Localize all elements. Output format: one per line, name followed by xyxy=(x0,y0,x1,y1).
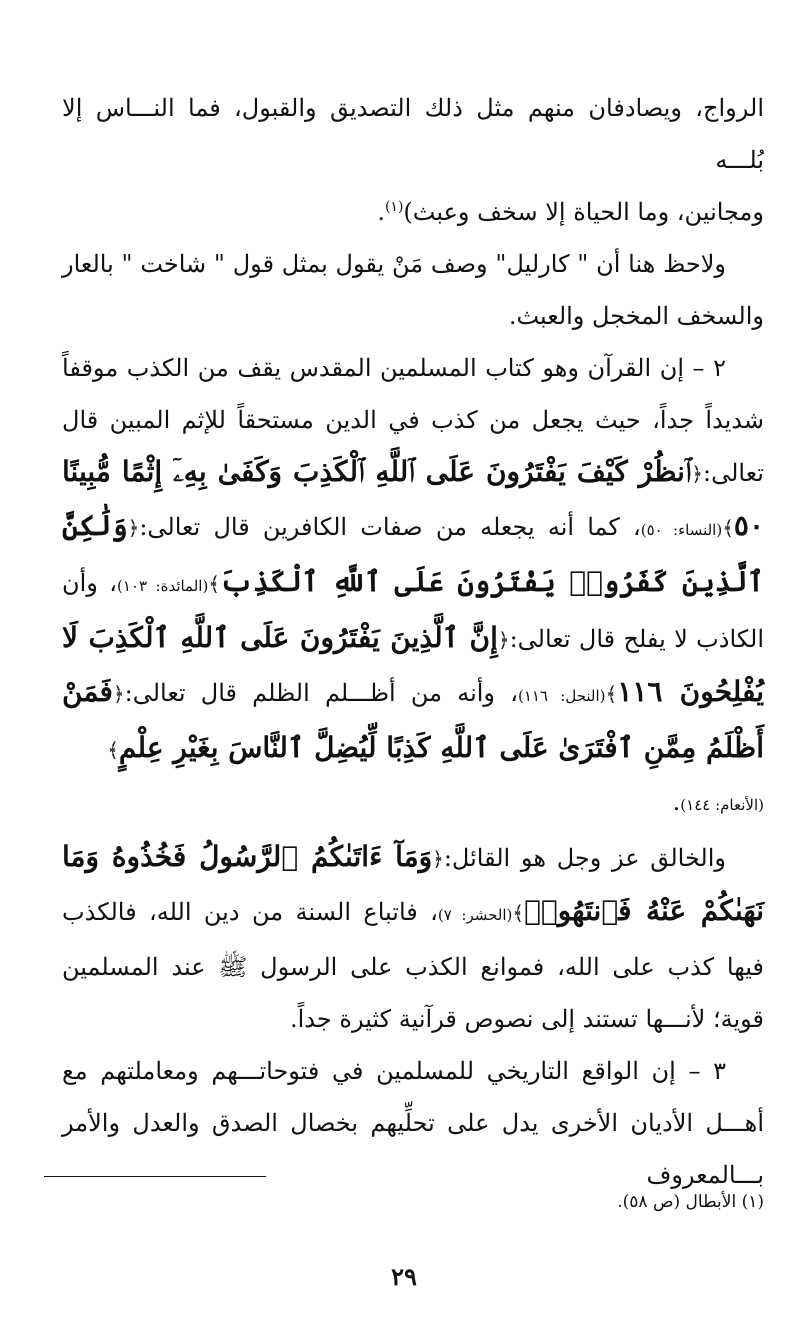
paragraph-continuation xyxy=(62,82,764,238)
quran-verse: فَمَنْ أَظْلَمُ مِمَّنِ ٱفْتَرَىٰ عَلَى ٱللَّهِ كَذِبًا لِّيُضِلَّ ٱلنَّاسَ بِغَيْرِ عِلْمٍ xyxy=(62,675,764,764)
verse-reference: (النحل: ١١٦) xyxy=(517,687,606,705)
paragraph-sunnah xyxy=(62,831,764,1045)
text-fragment: ٢ – إن القرآن وهو كتاب المسلمين المقدس يقف من الكذب موقفاً شديداً جداً، حيث يجعل من كذب في الدين مستحقاً للإثم المبين قال تعالى: xyxy=(62,354,764,487)
paragraph-carlyle-note: ولاحظ هنا أن " كارليل" وصف مَنْ يقول بمثل قول " شاخت " بالعار والسخف المخجل والعبث. xyxy=(62,250,764,330)
paragraph-quran-lying xyxy=(62,342,764,831)
text-fragment: ، وأن الكاذب لا يفلح قال تعالى: xyxy=(62,569,764,653)
ornate-open-bracket: ﴿ xyxy=(497,628,510,652)
text-line: ومجانين، وما الحياة إلا سخف وعبث) xyxy=(403,198,764,226)
page-number: ٢٩ xyxy=(391,1262,417,1291)
quran-verse: إِنَّ ٱلَّذِينَ يَفْتَرُونَ عَلَى ٱللَّهِ ٱلْكَذِبَ لَا يُفْلِحُونَ ١١٦ xyxy=(62,621,765,708)
body-text xyxy=(62,82,764,1201)
ornate-close-bracket: ﴾ xyxy=(512,901,525,925)
text-fragment: ، وأنه من أظـــلم الظلم قال تعالى: xyxy=(124,679,518,707)
footnote: (١) الأبطال (ص ٥٨). xyxy=(617,1192,764,1212)
text-fragment: ، كما أنه يجعله من صفات الكافرين قال تعالى: xyxy=(139,513,641,541)
text-fragment: . xyxy=(672,788,681,816)
text-fragment: والخالق عز وجل هو القائل: xyxy=(443,844,726,872)
quran-verse: وَلَٰكِنَّ ٱلَّذِينَ كَفَرُوا۟ يَفْتَرُونَ عَلَى ٱللَّهِ ٱلْكَذِبَ xyxy=(62,509,764,598)
ornate-open-bracket: ﴿ xyxy=(112,682,125,706)
ornate-close-bracket: ﴾ xyxy=(208,572,221,596)
footnote-divider xyxy=(44,1176,266,1177)
quran-verse: وَمَآ ءَاتَىٰكُمُ ٱلرَّسُولُ فَخُذُوهُ وَمَا نَهَىٰكُمْ عَنْهُ فَٱنتَهُوا۟ xyxy=(62,840,764,927)
quran-verse: ٱنظُرْ كَيْفَ يَفْتَرُونَ عَلَى ٱللَّهِ ٱلْكَذِبَ وَكَفَىٰ بِهِۦٓ إِثْمًا مُّبِينًا ٥٠ xyxy=(62,455,764,542)
ornate-open-bracket: ﴿ xyxy=(432,847,444,871)
text-fragment: ، فاتباع السنة من دين الله، فالكذب فيها كذب على الله، فموانع الكذب على الرسول ﷺ عند المسلمين قوية؛ لأنـــها تستند إلى نصوص قرآنية كثيرة جداً. xyxy=(62,898,764,1033)
verse-reference: (المائدة: ١٠٣) xyxy=(117,577,209,595)
verse-reference: (الأنعام: ١٤٤) xyxy=(680,796,764,814)
text-fragment: . xyxy=(377,198,385,226)
verse-reference: (الحشر: ٧) xyxy=(437,906,513,924)
ornate-close-bracket: ﴾ xyxy=(605,682,618,706)
ornate-open-bracket: ﴿ xyxy=(127,516,140,540)
text-line: الرواج، ويصادفان منهم مثل ذلك التصديق والقبول، فما النـــاس إلا بُلـــه xyxy=(62,94,764,174)
footnote-marker: (١) xyxy=(384,199,404,215)
verse-reference: (النساء: ٥٠) xyxy=(640,521,723,539)
ornate-open-bracket: ﴿ xyxy=(691,462,704,486)
ornate-close-bracket: ﴾ xyxy=(107,738,119,762)
ornate-close-bracket: ﴾ xyxy=(722,516,734,540)
paragraph-history: ٣ – إن الواقع التاريخي للمسلمين في فتوحاتـــهم ومعاملتهم مع أهـــل الأديان الأخرى يدل على تحلِّيهم بخصال الصدق والعدل والأمر بـــالمعروف xyxy=(62,1057,764,1189)
